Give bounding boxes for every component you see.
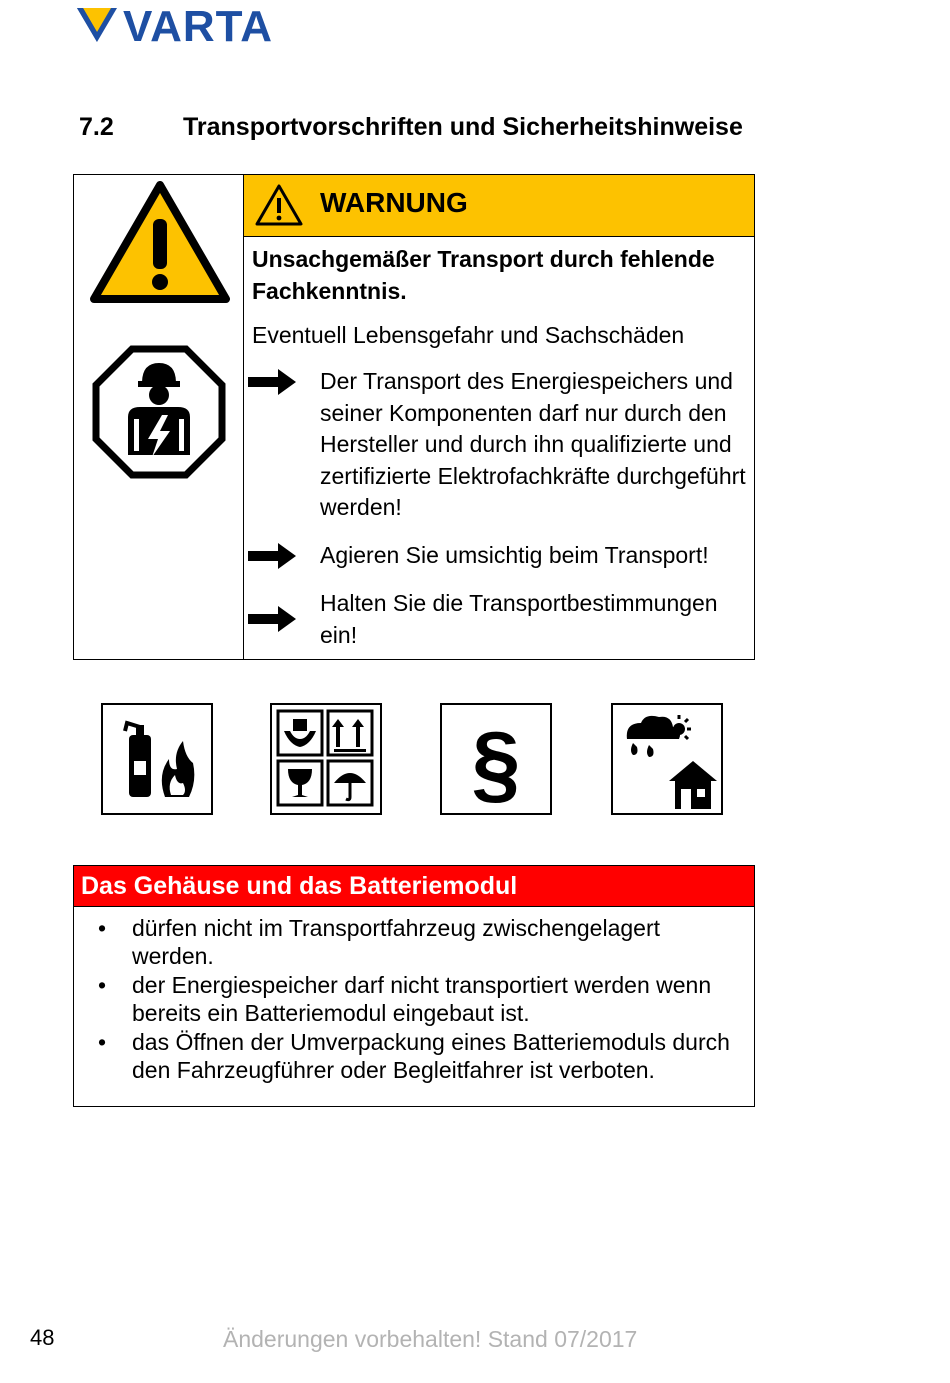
weather-house-pictogram — [611, 703, 723, 815]
handling-symbols-pictogram — [270, 703, 382, 815]
list-item-text: das Öffnen der Umverpackung eines Batteriemoduls durch den Fahrzeugführer oder Begleitfahrer ist verboten. — [132, 1029, 730, 1083]
bullet-dot: • — [98, 972, 107, 998]
list-item — [74, 1029, 754, 1084]
varta-logo-mark-icon — [77, 8, 117, 42]
arrow-right-icon — [248, 543, 296, 569]
list-item — [74, 915, 754, 970]
warning-instruction: Halten Sie die Transportbestimmungen ein! — [320, 590, 718, 648]
weather-house-icon — [613, 705, 721, 813]
fire-extinguisher-pictogram — [101, 703, 213, 815]
paragraph-icon — [442, 705, 550, 813]
list-item — [74, 972, 754, 1027]
bullet-dot: • — [98, 1029, 107, 1055]
warning-header — [244, 175, 754, 237]
list-item-text: der Energiespeicher darf nicht transportiert werden wenn bereits ein Batteriemodul eingebaut ist. — [132, 972, 712, 1026]
arrow-right-icon — [248, 369, 296, 395]
warning-consequence: Eventuell Lebensgefahr und Sachschäden — [252, 322, 685, 348]
warning-subtitle: Unsachgemäßer Transport durch fehlende Fachkenntnis. — [252, 246, 715, 304]
warning-box — [73, 174, 755, 660]
paragraph-glyph: § — [471, 713, 521, 812]
warning-instruction: Agieren Sie umsichtig beim Transport! — [320, 542, 709, 568]
electrician-icon — [92, 345, 226, 479]
info-box — [73, 865, 755, 1107]
warning-small-triangle-icon — [254, 183, 304, 227]
footer-note: Änderungen vorbehalten! Stand 07/2017 — [223, 1326, 638, 1352]
brand-name: VARTA — [123, 2, 274, 51]
page-number: 48 — [30, 1325, 55, 1350]
info-title: Das Gehäuse und das Batteriemodul — [81, 872, 518, 900]
paragraph-pictogram — [440, 703, 552, 815]
section-number: 7.2 — [79, 113, 114, 141]
varta-logo — [77, 2, 297, 51]
warning-symbol-column — [74, 175, 244, 659]
warning-triangle-icon — [90, 181, 230, 303]
bullet-dot: • — [98, 915, 107, 941]
info-header — [74, 866, 754, 907]
section-title: Transportvorschriften und Sicherheitshinweise — [183, 113, 743, 141]
fire-extinguisher-icon — [103, 705, 211, 813]
arrow-right-icon — [248, 606, 296, 632]
handling-symbols-icon — [272, 705, 380, 813]
warning-label: WARNUNG — [320, 187, 468, 218]
warning-instruction: Der Transport des Energiespeichers und seiner Komponenten darf nur durch den Hersteller und durch ihn qualifizierte und zertifizierte Elektrofachkräfte durchgeführt werden! — [320, 368, 746, 520]
list-item-text: dürfen nicht im Transportfahrzeug zwischengelagert werden. — [132, 915, 661, 969]
info-list — [74, 915, 754, 1086]
